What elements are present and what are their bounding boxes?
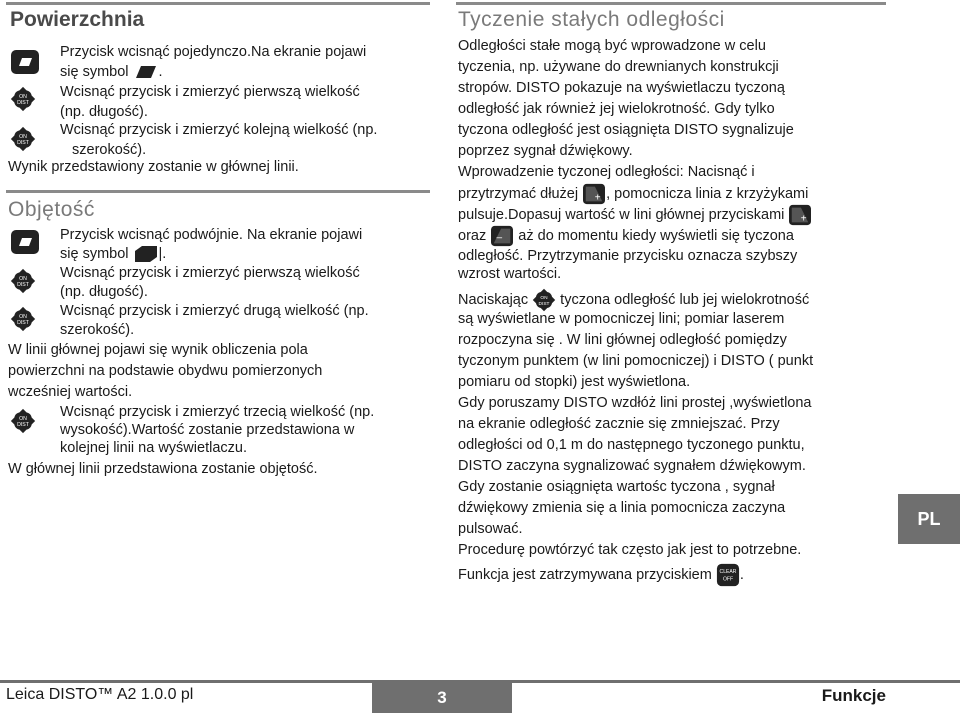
on-dist-label-on: ON bbox=[19, 416, 27, 423]
stakeout-line-4: odległość jak również jej wielokrotność. Gdy tylko bbox=[458, 101, 775, 117]
stakeout-line-21: DISTO zaczyna sygnalizować sygnałem dźwiękowym. bbox=[458, 458, 806, 474]
stakeout-line-25: Procedurę powtórzyć tak często jak jest to potrzebne. bbox=[458, 542, 802, 558]
stakeout-line-15: rozpoczyna się . W lini głównej odległość pomiędzy bbox=[458, 332, 787, 348]
stakeout-line-7: Wprowadzenie tyczonej odległości: Nacisnąć i bbox=[458, 164, 755, 180]
plus-label: + bbox=[801, 213, 808, 225]
area-result: Wynik przedstawiony zostanie w głównej linii. bbox=[8, 159, 299, 175]
stakeout-line-16: tyczonym punktem (w lini pomocniczej) i DISTO ( punkt bbox=[458, 353, 814, 369]
on-dist-label-dist: DIST bbox=[17, 282, 29, 289]
plus-button-icon bbox=[582, 183, 606, 205]
section-title-area: Powierzchnia bbox=[10, 8, 145, 31]
stakeout-line-18: Gdy poruszamy DISTO wzdłóż lini prostej ,wyświetlona bbox=[458, 395, 812, 411]
volume-function-button bbox=[10, 229, 40, 255]
area-function-button bbox=[10, 49, 40, 75]
on-dist-button bbox=[8, 268, 38, 294]
clear-off-label-clear: CLEAR bbox=[719, 569, 737, 576]
volume-step-1b: się symbol |. bbox=[60, 244, 166, 264]
minus-label: – bbox=[496, 232, 503, 244]
stakeout-line-9 bbox=[458, 204, 812, 226]
stakeout-line-26a: Funkcja jest zatrzymywana przyciskiem bbox=[458, 566, 712, 583]
language-tab: PL bbox=[898, 494, 960, 544]
volume-step-4b: wysokość).Wartość zostanie przedstawiona w bbox=[60, 422, 355, 438]
stakeout-line-12: wzrost wartości. bbox=[458, 266, 562, 282]
stakeout-line-14: są wyświetlane w pomocniczej lini; pomiar laserem bbox=[458, 311, 785, 327]
volume-step-3b: szerokość). bbox=[60, 322, 135, 338]
stakeout-line-22: Gdy zostanie osiągnięta wartośc tyczona , sygnał bbox=[458, 479, 775, 495]
volume-step-3: Wcisnąć przycisk i zmierzyć drugą wielkość (np. bbox=[60, 303, 369, 319]
clear-off-label-off: OFF bbox=[722, 576, 733, 583]
on-dist-button bbox=[8, 86, 38, 112]
plus-button-icon bbox=[788, 204, 812, 226]
stakeout-line-26: Funkcja jest zatrzymywana przyciskiem CLEAR OFF . bbox=[458, 563, 744, 587]
on-dist-label-dist: DIST bbox=[17, 140, 29, 147]
volume-step-1: Przycisk wcisnąć podwójnie. Na ekranie pojawi bbox=[60, 227, 363, 243]
area-step-1b: się symbol . bbox=[60, 64, 163, 80]
stakeout-line-10b: aż do momentu kiedy wyświetli się tyczona bbox=[518, 227, 794, 244]
minus-button-icon bbox=[490, 225, 514, 247]
volume-area-result-1: W linii głównej pojawi się wynik obliczenia pola bbox=[8, 342, 308, 358]
stakeout-line-13a: Naciskając bbox=[458, 291, 529, 308]
volume-step-4: Wcisnąć przycisk i zmierzyć trzecią wielkość (np. bbox=[60, 404, 375, 420]
on-dist-label-dist: DIST bbox=[17, 320, 29, 327]
stakeout-line-19: na ekranie odległość zacznie się zmniejszać. Przy bbox=[458, 416, 780, 432]
area-step-2b: (np. długość). bbox=[60, 104, 148, 120]
area-step-1b-text: się symbol bbox=[60, 64, 129, 80]
stakeout-line-11: odległość. Przytrzymanie przycisku oznacza szybszy bbox=[458, 248, 798, 264]
area-step-3b: szerokość). bbox=[72, 142, 147, 158]
area-step-2: Wcisnąć przycisk i zmierzyć pierwszą wielkość bbox=[60, 84, 360, 100]
stakeout-line-10a: oraz bbox=[458, 227, 487, 244]
left-mid-rule bbox=[6, 190, 430, 193]
area-symbol-icon bbox=[133, 63, 159, 81]
stakeout-line-8 bbox=[458, 183, 808, 205]
stakeout-line-3: stropów. DISTO pokazuje na wyświetlaczu tyczoną bbox=[458, 80, 785, 96]
page-number: 3 bbox=[372, 683, 512, 713]
stakeout-line-5: tyczona odległość jest osiągnięta DISTO sygnalizuje bbox=[458, 122, 794, 138]
section-title-volume: Objętość bbox=[8, 198, 95, 221]
on-dist-button bbox=[8, 126, 38, 152]
volume-step-4c: kolejnej linii na wyświetlaczu. bbox=[60, 440, 247, 456]
on-dist-label-dist: DIST bbox=[17, 422, 29, 429]
volume-result: W głównej linii przedstawiona zostanie objętość. bbox=[8, 461, 318, 477]
stakeout-line-8b: , pomocnicza linia z krzyżykami bbox=[606, 185, 809, 202]
on-dist-label-on: ON bbox=[19, 314, 27, 321]
stakeout-line-20: odległości od 0,1 m do następnego tyczonego punktu, bbox=[458, 437, 805, 453]
section-title-stakeout: Tyczenie stałych odległości bbox=[458, 8, 725, 31]
on-dist-label-on: ON bbox=[19, 94, 27, 101]
plus-label: + bbox=[594, 192, 601, 204]
right-top-rule bbox=[456, 2, 886, 5]
on-dist-label-on: ON bbox=[19, 276, 27, 283]
stakeout-line-2: tyczenia, np. używane do drewnianych konstrukcji bbox=[458, 59, 779, 75]
footer-section: Funkcje bbox=[821, 686, 886, 705]
stakeout-line-8a: przytrzymać dłużej bbox=[458, 185, 579, 202]
stakeout-line-9a: pulsuje.Dopasuj wartość w lini głównej przyciskami bbox=[458, 206, 785, 223]
on-dist-label-on: ON bbox=[19, 134, 27, 141]
footer-product: Leica DISTO™ A2 1.0.0 pl bbox=[6, 686, 194, 703]
volume-area-result-3: wcześniej wartości. bbox=[8, 384, 133, 400]
stakeout-line-1: Odległości stałe mogą być wprowadzone w celu bbox=[458, 38, 766, 54]
stakeout-line-23: dźwiękowy zmienia się a linia pomocnicza zaczyna bbox=[458, 500, 786, 516]
stakeout-line-24: pulsować. bbox=[458, 521, 523, 537]
volume-area-result-2: powierzchni na podstawie obydwu pomierzonych bbox=[8, 363, 323, 379]
on-dist-label-dist: DIST bbox=[17, 100, 29, 107]
area-step-3: Wcisnąć przycisk i zmierzyć kolejną wielkość (np. bbox=[60, 122, 378, 138]
on-dist-button bbox=[8, 306, 38, 332]
volume-symbol-icon bbox=[133, 244, 159, 264]
on-dist-label-dist: DIST bbox=[538, 301, 550, 307]
area-step-1: Przycisk wcisnąć pojedynczo.Na ekranie pojawi bbox=[60, 44, 367, 60]
stakeout-line-13b: tyczona odległość lub jej wielokrotność bbox=[560, 291, 810, 308]
stakeout-line-10 bbox=[458, 225, 794, 247]
volume-step-2b: (np. długość). bbox=[60, 284, 148, 300]
on-dist-button bbox=[8, 408, 38, 434]
stakeout-line-17: pomiaru od stopki) jest wyświetlona. bbox=[458, 374, 691, 390]
left-top-rule bbox=[6, 2, 430, 5]
volume-step-1b-text: się symbol bbox=[60, 246, 129, 262]
stakeout-line-6: poprzez sygnał dźwiękowy. bbox=[458, 143, 633, 159]
clear-off-button-icon bbox=[716, 563, 740, 587]
volume-step-2: Wcisnąć przycisk i zmierzyć pierwszą wielkość bbox=[60, 265, 360, 281]
on-dist-label-on: ON bbox=[540, 296, 548, 302]
